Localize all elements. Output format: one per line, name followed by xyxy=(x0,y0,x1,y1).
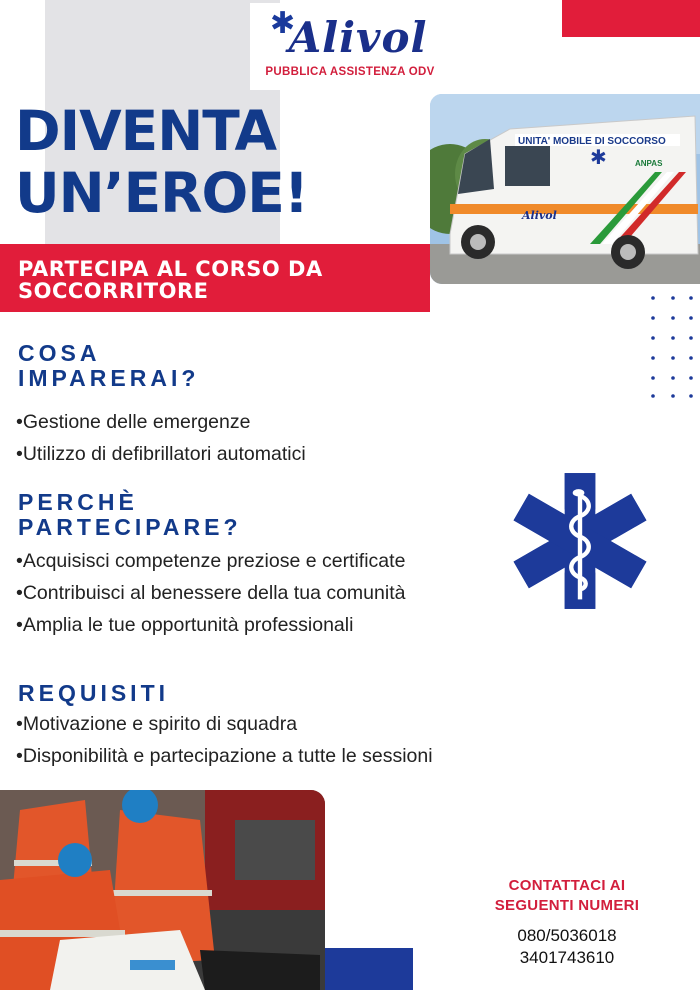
ambulance-roof-text: UNITA' MOBILE DI SOCCORSO xyxy=(518,136,666,147)
rescue-team-photo xyxy=(0,790,325,990)
svg-text:✱: ✱ xyxy=(590,145,607,169)
phone-number[interactable]: 080/5036018 xyxy=(517,926,617,945)
learn-list xyxy=(16,406,306,470)
headline-line-1: DIVENTA xyxy=(15,99,277,163)
why-title-line-1: PERCHÈ xyxy=(18,489,138,515)
why-title-line-2: PARTECIPARE? xyxy=(18,514,242,540)
list-item: •Amplia le tue opportunità professionali xyxy=(16,614,354,636)
logo-subtitle: PUBBLICA ASSISTENZA ODV xyxy=(265,66,435,78)
list-item: •Motivazione e spirito di squadra xyxy=(16,713,298,735)
why-list xyxy=(16,545,405,641)
list-item: •Gestione delle emergenze xyxy=(16,411,251,433)
list-item: •Utilizzo di defibrillatori automatici xyxy=(16,443,306,465)
list-item: •Contribuisci al benessere della tua comunità xyxy=(16,582,406,604)
contact-title-line-2: SEGUENTI NUMERI xyxy=(494,897,640,914)
requirements-title: REQUISITI xyxy=(18,680,170,706)
headline xyxy=(15,100,308,224)
banner-line-2: SOCCORRITORE xyxy=(18,279,209,303)
ambulance-photo xyxy=(430,94,700,284)
decor-blue-block xyxy=(325,948,413,990)
banner-line-1: PARTECIPA AL CORSO DA xyxy=(18,257,323,281)
logo xyxy=(250,3,450,90)
headline-line-2: UN’EROE! xyxy=(15,161,308,225)
learn-title xyxy=(18,341,199,391)
banner-text xyxy=(18,258,428,302)
requirements-list xyxy=(16,708,433,772)
logo-star-icon: ✱ xyxy=(270,7,296,40)
learn-title-line-2: IMPARERAI? xyxy=(18,365,200,391)
logo-name: Alivol xyxy=(288,13,428,62)
list-item: •Disponibilità e partecipazione a tutte le sessioni xyxy=(16,745,433,767)
phone-number[interactable]: 3401743610 xyxy=(519,948,615,967)
learn-title-line-1: COSA xyxy=(18,340,101,366)
dot-grid-decoration xyxy=(645,292,695,402)
ambulance-badge: ANPAS xyxy=(635,159,663,168)
why-title xyxy=(18,490,242,540)
decor-red-bar xyxy=(562,0,700,37)
contact-title xyxy=(462,876,672,916)
star-of-life-icon xyxy=(505,468,655,614)
list-item: •Acquisisci competenze preziose e certificate xyxy=(16,550,406,572)
ambulance-side-logo: Alivol xyxy=(522,209,557,222)
contact-title-line-1: CONTATTACI AI xyxy=(508,877,626,894)
